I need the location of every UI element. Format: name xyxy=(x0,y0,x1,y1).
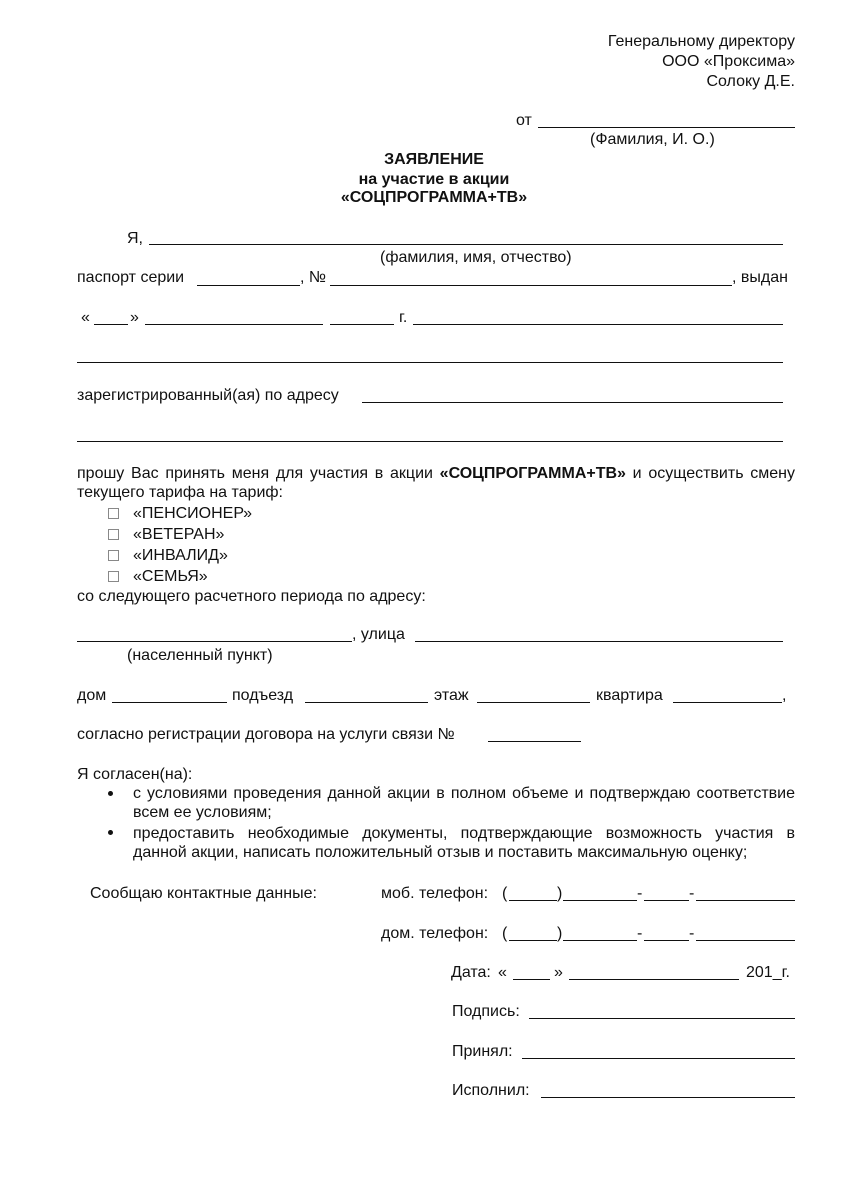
contract-label: согласно регистрации договора на услуги связи № xyxy=(77,726,455,743)
title-line-3: «СОЦПРОГРАММА+ТВ» xyxy=(340,189,528,206)
issue-day-field[interactable] xyxy=(94,324,128,325)
request-text-end: и осуществить смену текущего тарифа на тариф: xyxy=(77,465,795,501)
issue-month-field[interactable] xyxy=(145,324,323,325)
home-code-field[interactable] xyxy=(509,940,557,941)
entrance-field[interactable] xyxy=(305,702,428,703)
registered-address-field[interactable] xyxy=(362,402,783,403)
home-part1-field[interactable] xyxy=(563,940,637,941)
apartment-label: квартира xyxy=(596,687,663,704)
mobile-code-field[interactable] xyxy=(509,900,557,901)
street-label: , улица xyxy=(352,626,405,643)
from-caption: (Фамилия, И. О.) xyxy=(590,131,715,148)
home-part3-field[interactable] xyxy=(696,940,795,941)
agreement-item-1: с условиями проведения данной акции в полном объеме и подтверждаю соответствие всем ее условиям; xyxy=(133,785,795,821)
mobile-part2-field[interactable] xyxy=(644,900,689,901)
entrance-label: подъезд xyxy=(232,687,294,704)
executed-label: Исполнил: xyxy=(452,1082,530,1099)
apartment-field[interactable] xyxy=(673,702,782,703)
mobile-phone-label: моб. телефон: xyxy=(381,885,489,902)
signature-field[interactable] xyxy=(529,1018,795,1019)
passport-number-label: , № xyxy=(300,269,327,286)
mobile-dash-1: - xyxy=(637,885,643,902)
passport-series-label: паспорт серии xyxy=(77,269,185,286)
house-field[interactable] xyxy=(112,702,227,703)
issue-year-label: г. xyxy=(399,309,408,326)
issue-date-quote-close: » xyxy=(130,309,139,326)
bullet-1 xyxy=(108,791,113,796)
passport-number-field[interactable] xyxy=(330,285,732,286)
date-month-field[interactable] xyxy=(569,979,739,980)
date-day-field[interactable] xyxy=(513,979,550,980)
tariff-label-veteran: «ВЕТЕРАН» xyxy=(133,526,225,543)
executed-field[interactable] xyxy=(541,1097,795,1098)
street-field[interactable] xyxy=(415,641,783,642)
signature-label: Подпись: xyxy=(452,1003,520,1020)
mobile-part3-field[interactable] xyxy=(696,900,795,901)
accepted-label: Принял: xyxy=(452,1043,513,1060)
bullet-2 xyxy=(108,830,113,835)
fio-field[interactable] xyxy=(149,244,783,245)
from-name-field[interactable] xyxy=(538,127,795,128)
date-quote-open: « xyxy=(498,964,507,981)
registered-address-field-2[interactable] xyxy=(77,441,783,442)
date-label: Дата: xyxy=(451,964,491,981)
floor-field[interactable] xyxy=(477,702,590,703)
tariff-checkbox-disabled[interactable] xyxy=(108,550,119,561)
home-paren-close: ) xyxy=(557,925,563,942)
locality-field[interactable] xyxy=(77,641,352,642)
tariff-checkbox-pensioner[interactable] xyxy=(108,508,119,519)
tariff-label-disabled: «ИНВАЛИД» xyxy=(133,547,228,564)
request-action-name: «СОЦПРОГРАММА+ТВ» xyxy=(439,465,626,482)
home-part2-field[interactable] xyxy=(644,940,689,941)
home-phone-label: дом. телефон: xyxy=(381,925,489,942)
fio-caption: (фамилия, имя, отчество) xyxy=(380,249,572,266)
registered-label: зарегистрированный(ая) по адресу xyxy=(77,387,339,404)
request-text-start: прошу Вас принять меня для участия в акции xyxy=(77,465,440,482)
apartment-comma: , xyxy=(782,687,787,704)
recipient-line-1: Генеральному директору xyxy=(607,33,795,50)
ya-label: Я, xyxy=(127,230,143,247)
from-period-label: со следующего расчетного периода по адресу: xyxy=(77,588,426,605)
floor-label: этаж xyxy=(434,687,469,704)
accepted-field[interactable] xyxy=(522,1058,795,1059)
recipient-line-3: Солоку Д.Е. xyxy=(706,73,795,90)
home-dash-2: - xyxy=(689,925,695,942)
issued-by-field[interactable] xyxy=(413,324,783,325)
date-year-label: 201_г. xyxy=(746,964,790,981)
from-label: от xyxy=(516,112,532,129)
contacts-label: Сообщаю контактные данные: xyxy=(90,885,317,902)
tariff-label-family: «СЕМЬЯ» xyxy=(133,568,208,585)
title-line-1: ЗАЯВЛЕНИЕ xyxy=(384,151,484,168)
date-quote-close: » xyxy=(554,964,563,981)
mobile-dash-2: - xyxy=(689,885,695,902)
locality-caption: (населенный пункт) xyxy=(127,647,273,664)
home-dash-1: - xyxy=(637,925,643,942)
house-label: дом xyxy=(77,687,107,704)
home-paren-open: ( xyxy=(502,925,508,942)
recipient-line-2: ООО «Проксима» xyxy=(662,53,795,70)
issue-year-field[interactable] xyxy=(330,324,394,325)
issued-label: , выдан xyxy=(732,269,788,286)
mobile-part1-field[interactable] xyxy=(563,900,637,901)
request-paragraph xyxy=(77,464,795,502)
tariff-label-pensioner: «ПЕНСИОНЕР» xyxy=(133,505,253,522)
tariff-checkbox-veteran[interactable] xyxy=(108,529,119,540)
tariff-checkbox-family[interactable] xyxy=(108,571,119,582)
agreement-item-2: предоставить необходимые документы, подтверждающие возможность участия в данной акции, написать положительный отзыв и поставить максимальную оценку; xyxy=(133,825,795,861)
agreement-heading: Я согласен(на): xyxy=(77,766,193,783)
mobile-paren-open: ( xyxy=(502,885,508,902)
issued-by-field-2[interactable] xyxy=(77,362,783,363)
passport-series-field[interactable] xyxy=(197,285,300,286)
mobile-paren-close: ) xyxy=(557,885,563,902)
issue-date-quote-open: « xyxy=(81,309,90,326)
title-line-2: на участие в акции xyxy=(358,171,510,188)
contract-number-field[interactable] xyxy=(488,741,581,742)
